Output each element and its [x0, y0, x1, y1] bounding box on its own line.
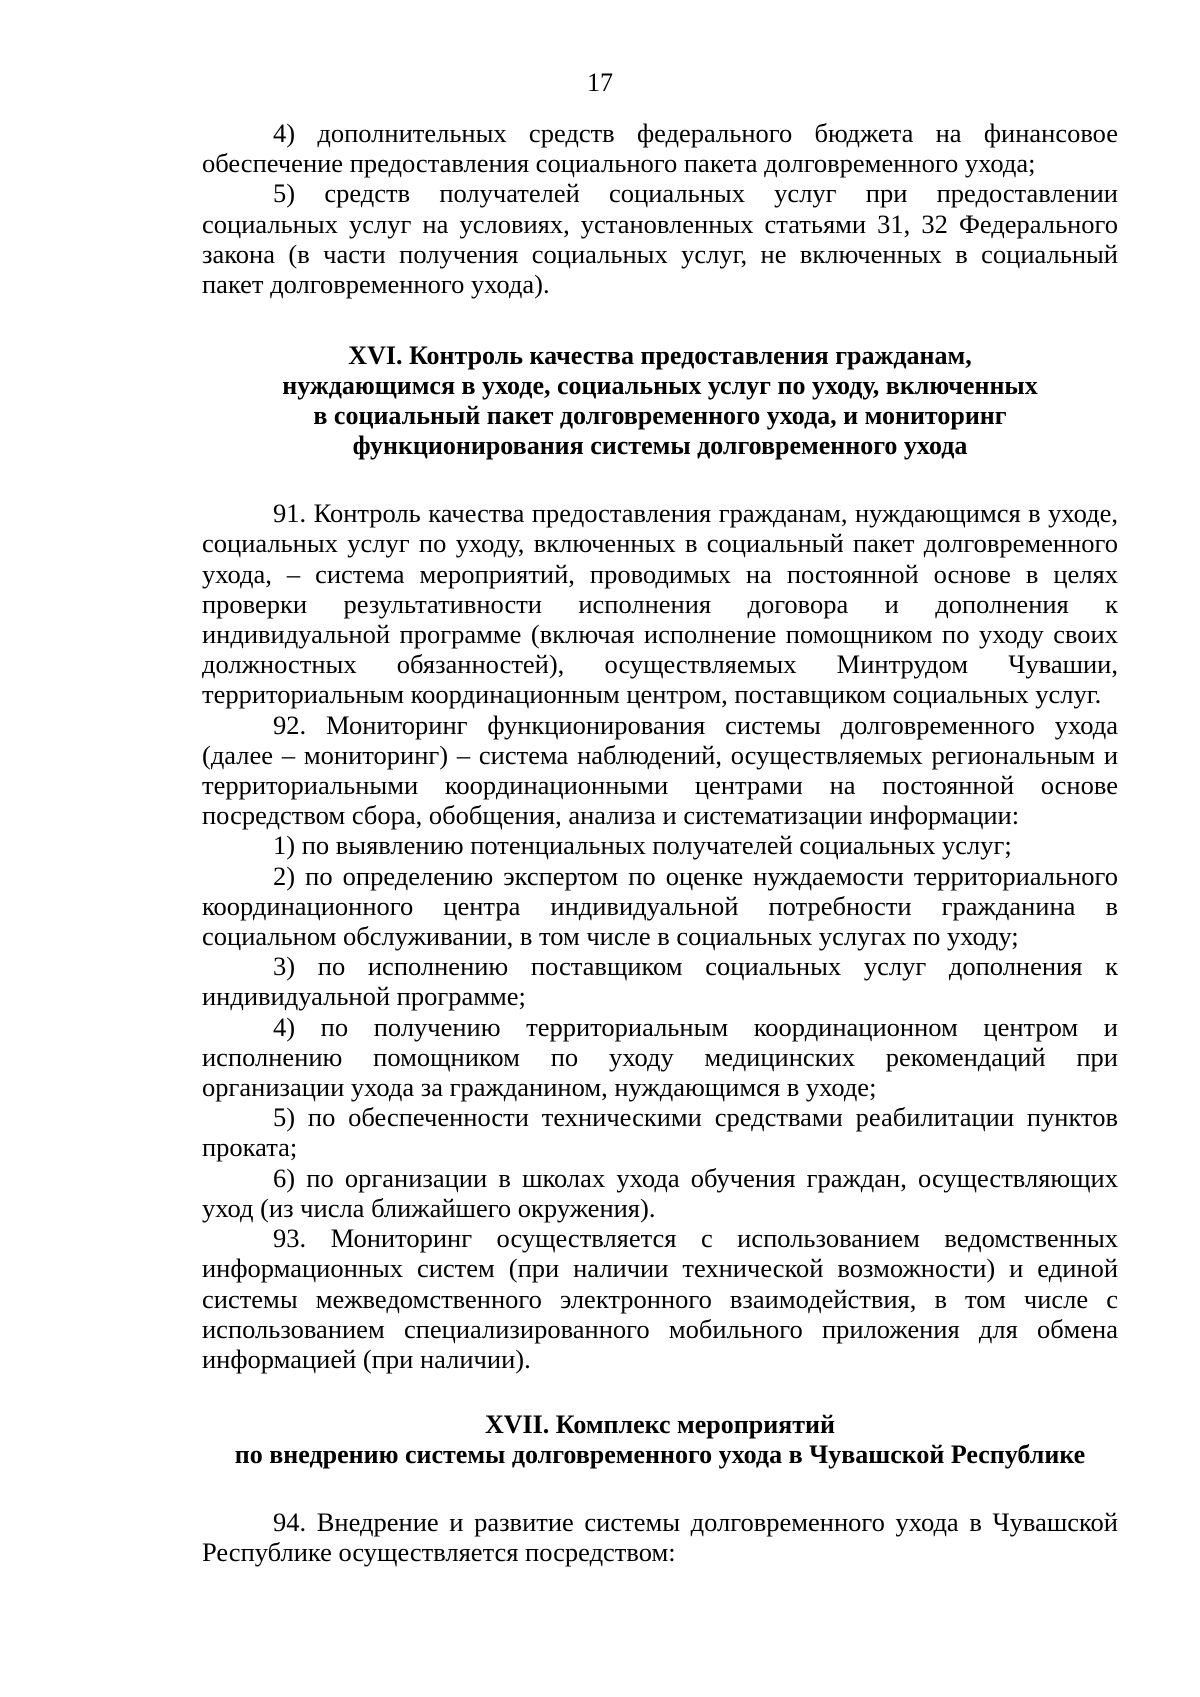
paragraph-92: 92. Мониторинг функционирования системы долговременного ухода (далее – мониторинг) – система наблюдений, осуществляемых региональным и территориальными координационными центрами на постоянной основе посредством сбора, обобщения, анализа и систематизации информации: [202, 709, 1118, 831]
list-item-4: 4) по получению территориальным координационном центром и исполнению помощником по уходу медицинских рекомендаций при организации ухода за гражданином, нуждающимся в уходе; [202, 1011, 1118, 1103]
paragraph-93: 93. Мониторинг осуществляется с использованием ведомственных информационных систем (при наличии технической возможности) и единой системы межведомственного электронного взаимодействия, в том числе с использованием специализированного мобильного приложения для обмена информацией (при наличии). [202, 1223, 1118, 1374]
paragraph-94: 94. Внедрение и развитие системы долговременного ухода в Чувашской Республике осуществляется посредством: [202, 1507, 1118, 1568]
heading-line: нуждающимся в уходе, социальных услуг по уходу, включенных [282, 371, 1038, 401]
page-number: 17 [587, 68, 613, 97]
heading-line: функционирования системы долговременного ухода [352, 431, 968, 461]
heading-line: XVII. Комплекс мероприятий [485, 1410, 835, 1440]
heading-line: по внедрению системы долговременного ухода в Чувашской Республике [234, 1440, 1086, 1470]
page-content [202, 118, 1118, 1568]
list-item-3: 3) по исполнению поставщиком социальных услуг дополнения к индивидуальной программе; [202, 951, 1118, 1012]
paragraph: 4) дополнительных средств федерального бюджета на финансовое обеспечение предоставления социального пакета долговременного ухода; [202, 118, 1118, 179]
list-item-6: 6) по организации в школах ухода обучения граждан, осуществляющих уход (из числа ближайшего окружения). [202, 1162, 1118, 1223]
heading-line: XVI. Контроль качества предоставления гражданам, [348, 341, 972, 371]
list-item-5: 5) по обеспеченности техническими средствами реабилитации пунктов проката; [202, 1102, 1118, 1163]
paragraph: 5) средств получателей социальных услуг при предоставлении социальных услуг на условиях, установленных статьями 31, 32 Федерального закона (в части получения социальных услуг, не включенных в социальный пакет долговременного ухода). [202, 178, 1118, 300]
paragraph-91: 91. Контроль качества предоставления гражданам, нуждающимся в уходе, социальных услуг по уходу, включенных в социальный пакет долговременного ухода, – система мероприятий, проводимых на постоянной основе в целях проверки результативности исполнения договора и дополнения к индивидуальной программе (включая исполнение помощником по уходу своих должностных обязанностей), осуществляемых Минтрудом Чувашии, территориальным координационным центром, поставщиком социальных услуг. [202, 498, 1118, 710]
list-item-2: 2) по определению экспертом по оценке нуждаемости территориального координационного центра индивидуальной потребности гражданина в социальном обслуживании, в том числе в социальных услугах по уходу; [202, 860, 1118, 952]
section-heading-xvii [202, 1410, 1118, 1470]
list-item-1: 1) по выявлению потенциальных получателей социальных услуг; [273, 830, 1012, 861]
section-heading-xvi [202, 341, 1118, 461]
heading-line: в социальный пакет долговременного ухода, и мониторинг [313, 401, 1007, 431]
